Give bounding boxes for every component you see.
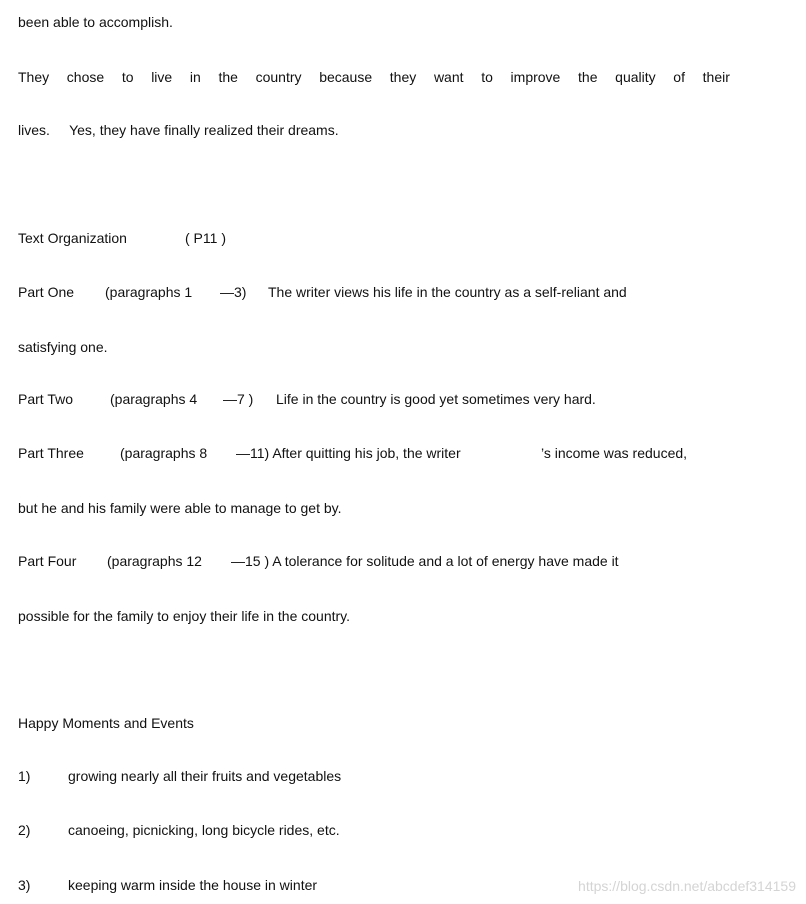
- part-four-continuation: possible for the family to enjoy their life in the country.: [18, 608, 351, 624]
- part-three-label: Part Three: [18, 445, 84, 461]
- word: They: [18, 69, 50, 85]
- part-two-text: Life in the country is good yet sometimes very hard.: [276, 391, 596, 407]
- part-three-text: ’s income was reduced,: [541, 445, 688, 461]
- list-item-text: canoeing, picnicking, long bicycle rides, etc.: [68, 822, 340, 838]
- part-two-range-end: —7 ): [223, 391, 254, 407]
- word: improve: [510, 69, 561, 85]
- page-reference: ( P11 ): [185, 230, 226, 246]
- word: quality: [615, 69, 656, 85]
- word: the: [218, 69, 238, 85]
- word: they: [389, 69, 417, 85]
- part-one-continuation: satisfying one.: [18, 339, 108, 355]
- part-three-range-end: —11) After quitting his job, the writer: [236, 445, 461, 461]
- word: chose: [66, 69, 105, 85]
- word: their: [702, 69, 730, 85]
- part-four-paragraphs: (paragraphs 12: [107, 553, 202, 569]
- part-two-paragraphs: (paragraphs 4: [110, 391, 198, 407]
- part-four-label: Part Four: [18, 553, 77, 569]
- part-three-paragraphs: (paragraphs 8: [120, 445, 208, 461]
- part-three-continuation: but he and his family were able to manage to get by.: [18, 500, 342, 516]
- part-two-label: Part Two: [18, 391, 73, 407]
- intro-line-3: lives. Yes, they have finally realized their dreams.: [18, 122, 339, 138]
- part-one-label: Part One: [18, 284, 75, 300]
- word: of: [673, 69, 685, 85]
- list-item-number: 1): [18, 768, 31, 784]
- word: want: [433, 69, 464, 85]
- word: country: [255, 69, 302, 85]
- list-item-text: growing nearly all their fruits and vegetables: [68, 768, 342, 784]
- watermark: https://blog.csdn.net/abcdef314159: [578, 878, 796, 894]
- word: in: [189, 69, 201, 85]
- intro-line-2: [18, 68, 730, 86]
- word: because: [319, 69, 373, 85]
- section-heading-happy-moments: Happy Moments and Events: [18, 715, 194, 731]
- section-heading-text-organization: Text Organization: [18, 230, 127, 246]
- part-one-paragraphs: (paragraphs 1: [105, 284, 193, 300]
- list-item-number: 3): [18, 877, 31, 893]
- word: to: [481, 69, 493, 85]
- word: the: [578, 69, 598, 85]
- intro-line-1: been able to accomplish.: [18, 14, 173, 30]
- list-item-text: keeping warm inside the house in winter: [68, 877, 318, 893]
- part-four-range-end: —15 ) A tolerance for solitude and a lot of energy have made it: [231, 553, 619, 569]
- list-item-number: 2): [18, 822, 31, 838]
- part-one-range-end: —3): [220, 284, 247, 300]
- word: to: [121, 69, 134, 85]
- word: live: [151, 69, 173, 85]
- part-one-text: The writer views his life in the country as a self-reliant and: [268, 284, 627, 300]
